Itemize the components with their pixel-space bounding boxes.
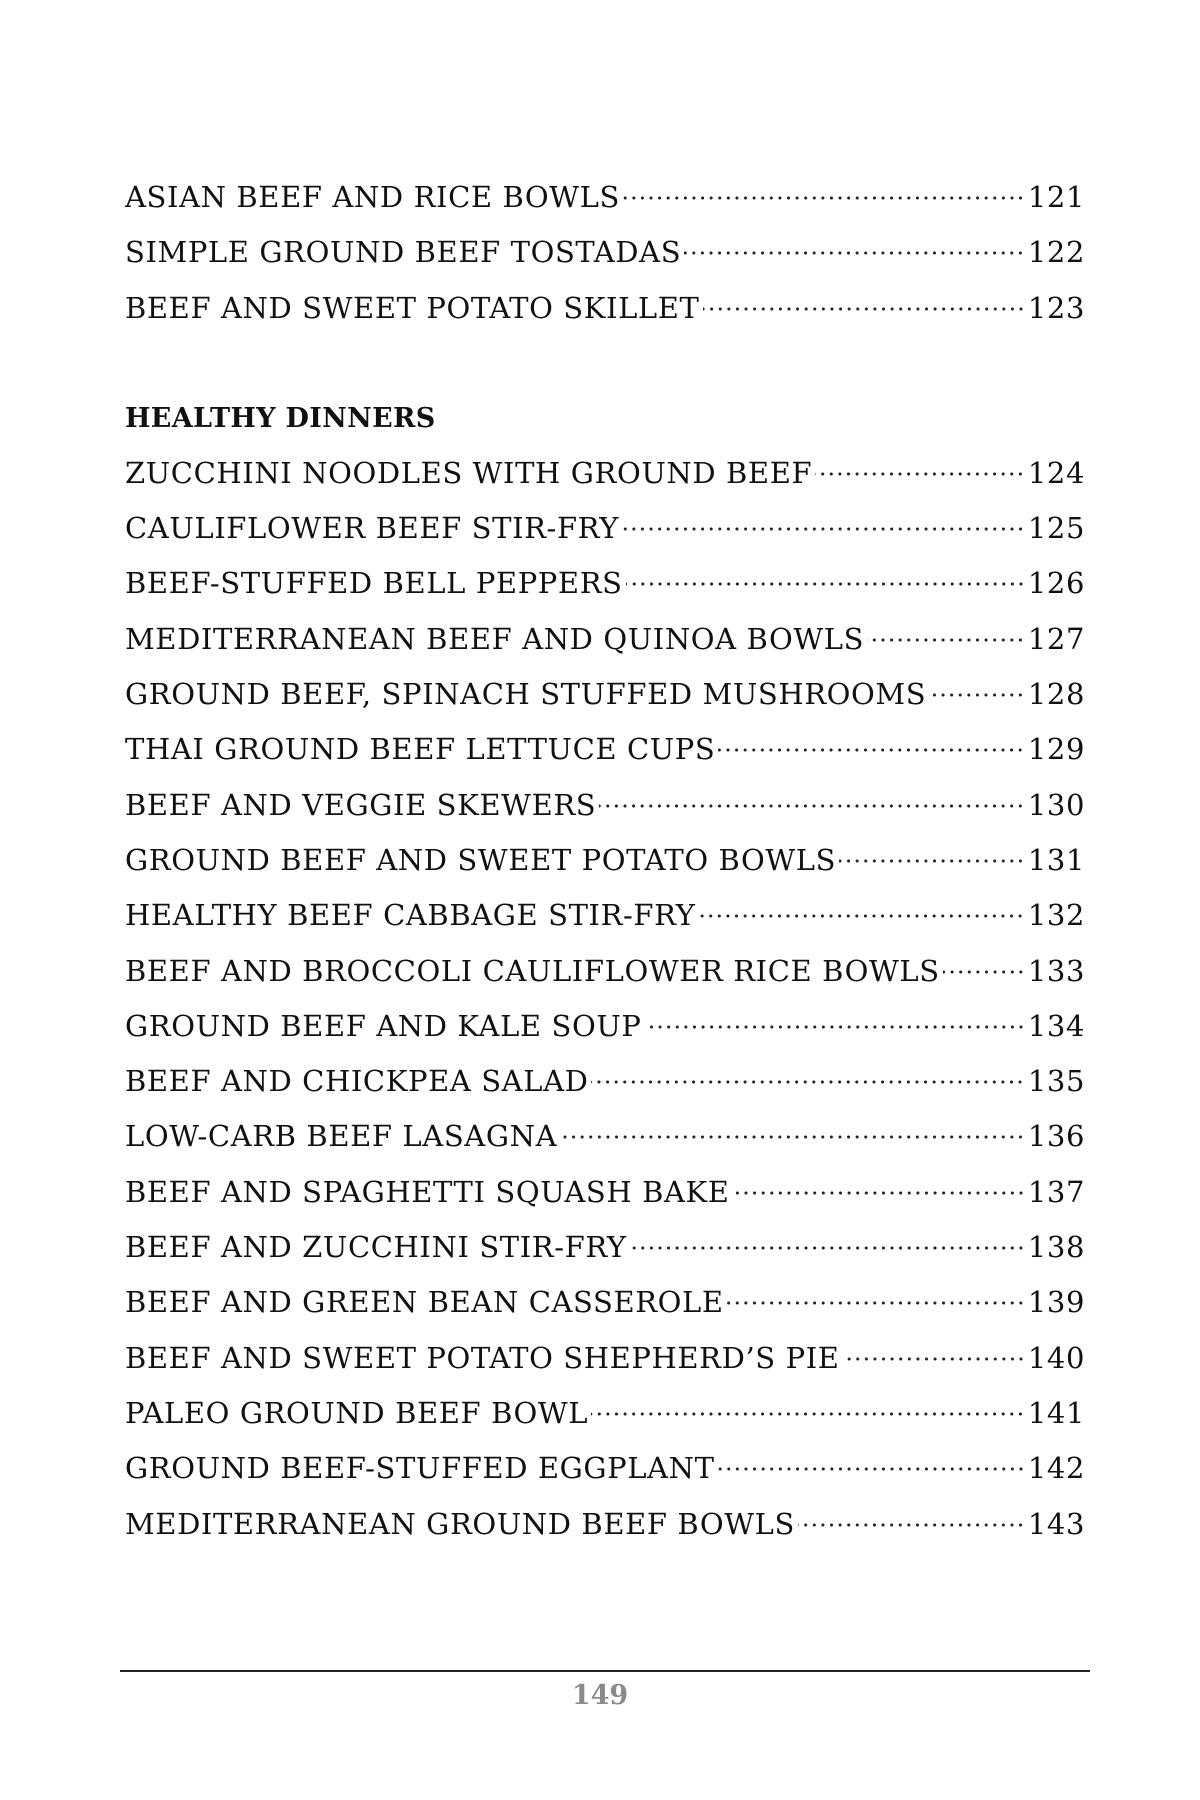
toc-entry-page-number: 142: [1027, 1451, 1085, 1486]
dot-leader: [798, 1523, 1025, 1527]
toc-entry-page-number: 133: [1027, 953, 1085, 988]
toc-entry-list: [125, 170, 1085, 336]
toc-entry-page-number: 138: [1027, 1230, 1085, 1265]
toc-entry-page-number: 130: [1027, 787, 1085, 822]
toc-entry-title: BEEF AND SWEET POTATO SKILLET: [125, 290, 700, 325]
toc-entry-title: ZUCCHINI NOODLES WITH GROUND BEEF: [125, 455, 813, 490]
toc-entry-title: BEEF AND ZUCCHINI STIR-FRY: [125, 1230, 627, 1265]
toc-entry-page-number: 137: [1027, 1174, 1085, 1209]
toc-entry-title: HEALTHY BEEF CABBAGE STIR-FRY: [125, 898, 696, 933]
toc-entry-title: THAI GROUND BEEF LETTUCE CUPS: [125, 732, 716, 767]
table-of-contents: [125, 170, 1085, 1552]
toc-entry-title: MEDITERRANEAN GROUND BEEF BOWLS: [125, 1506, 795, 1541]
page-number: 149: [571, 1680, 629, 1711]
dot-leader: [630, 1246, 1025, 1250]
toc-entry-page-number: 143: [1027, 1506, 1085, 1541]
toc-entry[interactable]: [125, 1054, 1085, 1109]
dot-leader: [591, 1412, 1025, 1416]
toc-entry-page-number: 134: [1027, 1008, 1085, 1043]
toc-entry-page-number: 141: [1027, 1395, 1085, 1430]
toc-section-healthy-dinners: [125, 391, 1085, 1552]
dot-leader: [591, 1080, 1024, 1084]
dot-leader: [867, 638, 1025, 642]
toc-entry-page-number: 140: [1027, 1340, 1085, 1375]
toc-entry-page-number: 131: [1027, 842, 1085, 877]
toc-entry[interactable]: [125, 556, 1085, 611]
dot-leader: [626, 582, 1025, 586]
toc-entry-title: BEEF AND GREEN BEAN CASSEROLE: [125, 1285, 724, 1320]
toc-entry-page-number: 124: [1027, 455, 1085, 490]
toc-entry[interactable]: [125, 1331, 1085, 1386]
toc-entry-title: LOW-CARB BEEF LASAGNA: [125, 1119, 558, 1154]
toc-entry-title: BEEF AND SPAGHETTI SQUASH BAKE: [125, 1174, 730, 1209]
toc-entry[interactable]: [125, 281, 1085, 336]
footer-divider: [120, 1670, 1090, 1672]
toc-entry[interactable]: [125, 999, 1085, 1054]
toc-entry-title: ASIAN BEEF AND RICE BOWLS: [125, 180, 621, 214]
dot-leader: [929, 693, 1025, 697]
toc-entry-title: BEEF AND VEGGIE SKEWERS: [125, 787, 597, 822]
toc-entry[interactable]: [125, 833, 1085, 888]
toc-entry[interactable]: [125, 1109, 1085, 1164]
toc-entry[interactable]: [125, 1165, 1085, 1220]
toc-entry-title: BEEF-STUFFED BELL PEPPERS: [125, 566, 623, 601]
toc-entry-page-number: 121: [1027, 180, 1085, 214]
toc-entry[interactable]: [125, 1497, 1085, 1552]
toc-entry-title: MEDITERRANEAN BEEF AND QUINOA BOWLS: [125, 621, 865, 656]
toc-entry-title: BEEF AND BROCCOLI CAULIFLOWER RICE BOWLS: [125, 953, 940, 988]
toc-continued-group: [125, 170, 1085, 336]
dot-leader: [560, 1135, 1025, 1139]
toc-entry-page-number: 125: [1027, 511, 1085, 546]
dot-leader: [623, 196, 1025, 200]
dot-leader: [733, 1191, 1025, 1195]
toc-entry-title: BEEF AND CHICKPEA SALAD: [125, 1064, 589, 1099]
dot-leader: [943, 970, 1025, 974]
dot-leader: [684, 251, 1025, 255]
toc-entry[interactable]: [125, 170, 1085, 225]
toc-entry-title: GROUND BEEF-STUFFED EGGPLANT: [125, 1451, 715, 1486]
toc-entry-page-number: 129: [1027, 732, 1085, 767]
section-heading: HEALTHY DINNERS: [125, 402, 436, 434]
toc-entry[interactable]: [125, 1275, 1085, 1330]
dot-leader: [645, 1025, 1025, 1029]
toc-entry[interactable]: [125, 225, 1085, 280]
dot-leader: [815, 472, 1025, 476]
toc-entry[interactable]: [125, 1220, 1085, 1275]
toc-entry[interactable]: [125, 722, 1085, 777]
dot-leader: [718, 748, 1024, 752]
toc-entry[interactable]: [125, 1386, 1085, 1441]
dot-leader: [727, 1301, 1025, 1305]
toc-entry[interactable]: [125, 888, 1085, 943]
dot-leader: [843, 1357, 1025, 1361]
toc-entry-page-number: 135: [1027, 1064, 1085, 1099]
toc-entry-page-number: 123: [1027, 290, 1085, 325]
toc-entry[interactable]: [125, 446, 1085, 501]
toc-entry-page-number: 132: [1027, 898, 1085, 933]
toc-entry-list: [125, 446, 1085, 1552]
toc-entry[interactable]: [125, 778, 1085, 833]
toc-entry-page-number: 136: [1027, 1119, 1085, 1154]
dot-leader: [698, 914, 1024, 918]
toc-entry[interactable]: [125, 1441, 1085, 1496]
toc-entry-page-number: 128: [1027, 677, 1085, 712]
dot-leader: [839, 859, 1025, 863]
toc-entry-page-number: 127: [1027, 621, 1085, 656]
toc-entry[interactable]: [125, 612, 1085, 667]
toc-entry-page-number: 139: [1027, 1285, 1085, 1320]
dot-leader: [599, 804, 1025, 808]
toc-entry-title: SIMPLE GROUND BEEF TOSTADAS: [125, 235, 682, 270]
toc-entry-title: BEEF AND SWEET POTATO SHEPHERD’S PIE: [125, 1340, 840, 1375]
dot-leader: [703, 307, 1025, 311]
toc-entry[interactable]: [125, 944, 1085, 999]
dot-leader: [718, 1467, 1025, 1471]
toc-entry-page-number: 122: [1027, 235, 1085, 270]
toc-entry[interactable]: [125, 501, 1085, 556]
dot-leader: [622, 527, 1025, 531]
toc-entry[interactable]: [125, 667, 1085, 722]
toc-entry-title: GROUND BEEF, SPINACH STUFFED MUSHROOMS: [125, 677, 927, 712]
toc-entry-title: GROUND BEEF AND KALE SOUP: [125, 1008, 642, 1043]
toc-entry-page-number: 126: [1027, 566, 1085, 601]
toc-entry-title: PALEO GROUND BEEF BOWL: [125, 1395, 589, 1430]
toc-entry-title: CAULIFLOWER BEEF STIR-FRY: [125, 511, 619, 546]
toc-entry-title: GROUND BEEF AND SWEET POTATO BOWLS: [125, 842, 837, 877]
